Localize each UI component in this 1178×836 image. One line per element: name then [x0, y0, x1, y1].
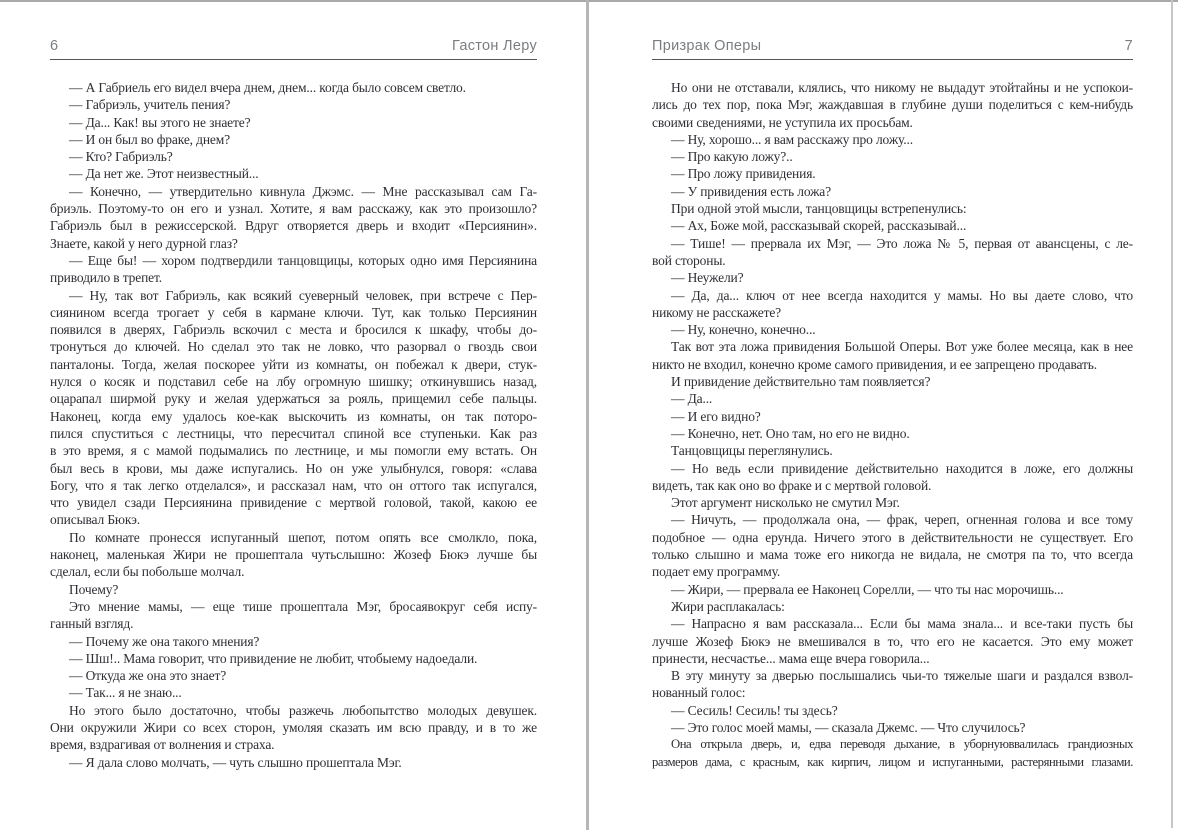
text-line: — Ничуть, — продолжала она, — фрак, череп, огненная голова и все тому — [671, 512, 1133, 528]
text-line: — Да нет же. Этот неизвестный... — [69, 166, 259, 182]
text-line: Знаете, какой у него дурной глаз? — [50, 235, 238, 251]
text-line: своими сведениями, не уступила их просьбам. — [652, 114, 913, 130]
text-line: время, вздрагивая от волнения и страха. — [50, 737, 275, 753]
text-line: размеров дама, с красным, как кирпич, лицом и испуганными, растерянными глазами. — [652, 754, 1133, 769]
text-line: — Ну, хорошо... я вам расскажу про ложу... — [671, 131, 913, 147]
page-right-edge — [1171, 0, 1173, 828]
text-line: Наконец, когда ему удалось кое-как выскочить из комнаты, он так поторо- — [50, 408, 537, 424]
left-page-number: 6 — [50, 38, 59, 54]
text-line: никто не входил, конечно кроме самого привидения, и ее запрещено продавать. — [652, 356, 1098, 372]
text-line: панталоны. Тогда, желая поскорее уйти из комнаты, он побежал к двери, стук- — [50, 356, 537, 372]
text-line: — Почему же она такого мнения? — [69, 633, 260, 649]
text-line: бриэль. Поэтому-то он его и узнал. Хотите, я вам расскажу, как это произошло? — [50, 201, 537, 217]
text-line: лучше Жозеф Бюкэ не вмешивался в то, что его не касается. Это ему может — [652, 633, 1133, 649]
text-line: — Да, да... ключ от нее всегда находится у мамы. Но вы даете слово, что — [671, 287, 1133, 303]
text-line: видеть, так как оно во фраке и с мертвой головой. — [652, 477, 932, 493]
text-line: сиянином всегда трогает у себя в кармане ключи. Тут, как только Персиянин — [50, 304, 537, 320]
text-line: — Откуда же она это знает? — [69, 668, 227, 684]
text-line: лись до тех пор, пока Мэг, жаждавшая в глубине души поделиться с кем-нибудь — [652, 97, 1133, 113]
text-line: Так вот эта ложа привидения Большой Оперы. Вот уже более месяца, как в нее — [671, 339, 1133, 355]
text-line: — Но ведь если привидение действительно находится в ложе, его должны — [671, 460, 1133, 476]
text-line: — Тише! — прервала их Мэг, — Это ложа № 5, первая от авансцены, с ле- — [671, 235, 1133, 251]
page-divider — [586, 0, 589, 830]
text-line: В эту минуту за дверью послышались чьи-то тяжелые шаги и раздался взвол- — [671, 668, 1133, 684]
left-page-header — [50, 38, 537, 60]
text-line: подобное — одна ерунда. Ничего этого в действительности не существует. Его — [652, 529, 1133, 545]
text-line: — Конечно, — утвердительно кивнула Джэмс. — Мне рассказывал сам Га- — [69, 183, 537, 199]
text-line: — Кто? Габриэль? — [69, 149, 173, 165]
text-line: Это мнение мамы, — еще тише прошептала Мэг, бросаявокруг себя испу- — [69, 598, 537, 614]
text-line: — Это голос моей мамы, — сказала Джемс. — Что случилось? — [671, 719, 1026, 735]
text-line: — Напрасно я вам рассказала... Если бы мама знала... и все-таки пусть бы — [671, 616, 1133, 632]
text-line: вой стороны. — [652, 252, 726, 268]
text-line: был весь в крови, мы даже испугались. Но он уже улыбнулся, говоря: «слава — [50, 460, 537, 476]
text-line: — Конечно, нет. Оно там, но его не видно. — [671, 425, 910, 441]
right-page-number: 7 — [1124, 38, 1133, 54]
right-page-body — [652, 79, 1133, 771]
text-line: нованный голос: — [652, 685, 746, 701]
text-line: подает ему программу. — [652, 564, 781, 580]
text-line: приводило в трепет. — [50, 270, 162, 286]
text-line: появился в дверях, Габриэль вскочил с места и бросился к шкафу, чтобы до- — [50, 322, 537, 338]
text-line: Она открыла дверь, и, едва переводя дыхание, в уборнуюввалилась грандиозных — [671, 737, 1133, 752]
text-line: пился спуститься с лестницы, что пересчитал спиной все ступеньки. Как раз — [50, 425, 537, 441]
text-line: что увидел сзади Персиянина привидение с мертвой головой, такой, какою ее — [50, 495, 537, 511]
text-line: только слышно и мама тоже его никогда не видала, не смотря па то, что всегда — [652, 547, 1133, 563]
text-line: Богу, что я так легко отделался», и рассказал нам, что он оттого так испугался, — [50, 477, 537, 493]
text-line: — Так... я не знаю... — [69, 685, 182, 701]
text-line: Но они не отставали, клялись, что никому не выдадут этойтайны и не успокои- — [671, 80, 1133, 95]
text-line: — Шш!.. Мама говорит, что привидение не любит, чтобыему надоедали. — [69, 650, 478, 666]
text-line: — Да... — [671, 391, 713, 407]
text-line: Габриэль был в режиссерской. Вдруг отворяется дверь и входит «Персиянин». — [50, 218, 537, 234]
text-line: — Габриэль, учитель пения? — [69, 97, 231, 113]
text-line: ганный взгляд. — [50, 616, 134, 632]
text-line: описывал Бюкэ. — [50, 512, 140, 528]
text-line: — У привидения есть ложа? — [671, 183, 831, 199]
text-line: Этот аргумент нисколько не смутил Мэг. — [671, 495, 900, 511]
text-line: тронуться до ключей. Но сделал это так не ловко, что разорвал о гвоздь свои — [50, 339, 537, 355]
text-line: — Сесиль! Сесиль! ты здесь? — [671, 702, 838, 718]
text-line: — И его видно? — [671, 408, 761, 424]
text-line: — А Габриель его видел вчера днем, днем... когда было совсем светло. — [69, 80, 466, 95]
top-border — [0, 0, 1178, 2]
text-line: оцарапал ширмой руку и желая удержаться за рояль, прищемил себе пальцы. — [50, 391, 537, 407]
text-line: И привидение действительно там появляется? — [671, 374, 931, 390]
text-line: Жири расплакалась: — [671, 598, 785, 614]
text-line: Но этого было достаточно, чтобы разжечь любопытство молодых девушек. — [69, 702, 537, 718]
text-line: — Ах, Боже мой, рассказывай скорей, рассказывай... — [671, 218, 967, 234]
text-line: — Про ложу привидения. — [671, 166, 816, 182]
right-page-header — [652, 38, 1133, 60]
text-line: никому не расскажете? — [652, 304, 782, 320]
text-line: в это время, я с мамой подымались по лестнице, и мы помогли ему встать. Он — [50, 443, 537, 459]
text-line: — И он был во фраке, днем? — [69, 131, 230, 147]
text-line: — Про какую ложу?.. — [671, 149, 793, 165]
text-line: — Жири, — прервала ее Наконец Сорелли, — что ты нас морочишь... — [671, 581, 1064, 597]
text-line: — Ну, конечно, конечно... — [671, 322, 816, 338]
text-line: — Да... Как! вы этого не знаете? — [69, 114, 251, 130]
text-line: Танцовщицы переглянулись. — [671, 443, 833, 459]
text-line: — Я дала слово молчать, — чуть слышно прошептала Мэг. — [69, 754, 402, 770]
text-line: Почему? — [69, 581, 119, 597]
text-line: наконец, маленькая Жири не прошептала чутьслышно: Жозеф Бюкэ лучше бы — [50, 547, 537, 563]
left-page-body — [50, 79, 537, 771]
text-line: нулся о косяк и подставил себе на лбу огромную шишку; откинувшись назад, — [50, 374, 537, 390]
text-line: — Еще бы! — хором подтвердили танцовщицы, которых одно имя Персиянина — [69, 252, 537, 268]
text-line: — Ну, так вот Габриэль, как всякий суеверный человек, при встрече с Пер- — [69, 287, 537, 303]
text-line: По комнате пронесся испуганный шепот, потом опять все смолкло, пока, — [69, 529, 537, 545]
text-line: При одной этой мысли, танцовщицы встрепенулись: — [671, 201, 967, 217]
right-running-title: Призрак Оперы — [652, 38, 762, 54]
text-line: Они окружили Жири со всех сторон, умоляя сказать им всю правду, и в то же — [50, 719, 537, 735]
text-line: — Неужели? — [671, 270, 744, 286]
left-running-title: Гастон Леру — [452, 38, 537, 54]
text-line: принести, несчастье... мама еще вчера говорила... — [652, 650, 930, 666]
text-line: сделал, если бы побольше молчал. — [50, 564, 245, 580]
